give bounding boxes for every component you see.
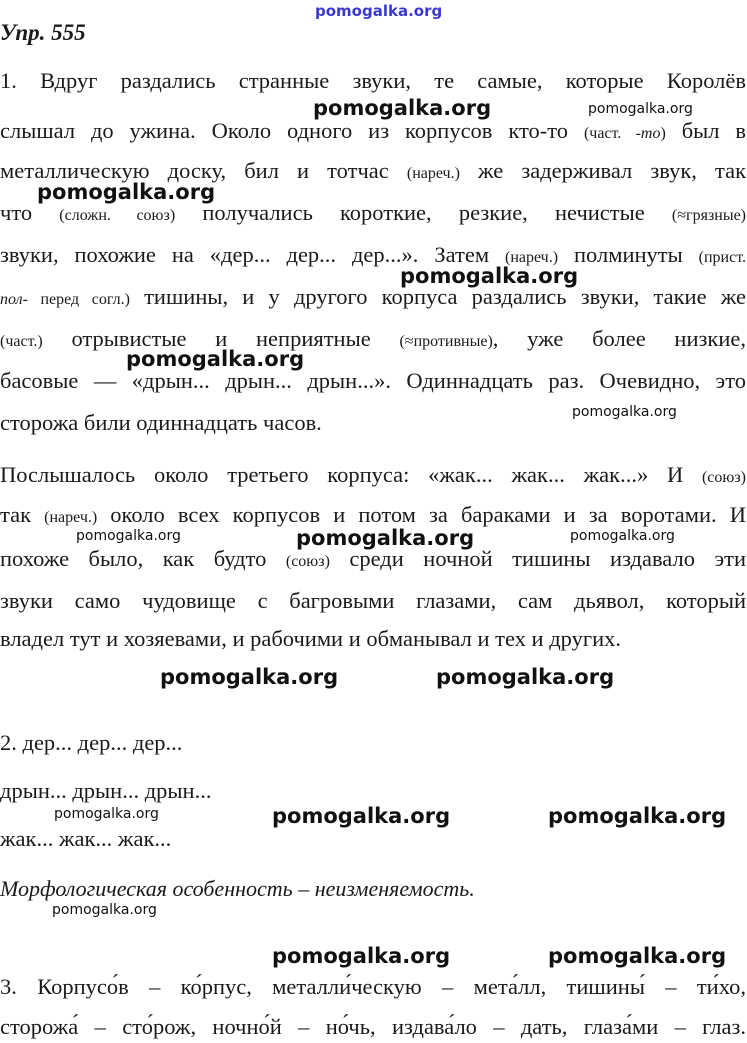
text-line: так (нареч.) около всех корпусов и потом за бараками и за воротами. И — [0, 502, 746, 527]
text-line: сторожа́ – сто́рож, ночно́й – но́чь, издава́ло – дать, глаза́ми – глаз. — [0, 1014, 746, 1039]
watermark: pomogalka.org — [296, 526, 475, 550]
watermark: pomogalka.org — [315, 2, 443, 20]
watermark: pomogalka.org — [37, 180, 216, 204]
watermark: pomogalka.org — [54, 806, 159, 822]
text-line: 3. Корпусо́в – ко́рпус, металли́ческую – мета́лл, тишины́ – ти́хо, — [0, 974, 746, 999]
text-line: 2. дер... дер... дер... — [0, 730, 183, 755]
watermark: pomogalka.org — [570, 528, 675, 544]
text-line: Послышалось около третьего корпуса: «жак... жак... жак...» И (союз) — [0, 462, 746, 487]
text-line: жак... жак... жак... — [0, 826, 172, 851]
text-line: металлическую доску, бил и тотчас (нареч.) же задерживал звук, так — [0, 158, 747, 183]
watermark: pomogalka.org — [572, 404, 677, 420]
watermark: pomogalka.org — [548, 944, 727, 968]
watermark: pomogalka.org — [400, 264, 579, 288]
exercise-title: Упр. 555 — [0, 20, 86, 45]
morphology-note: Морфологическая особенность – неизменяемость. — [0, 876, 475, 901]
text-line: владел тут и хозяевами, и рабочими и обманывал и тех и других. — [0, 626, 621, 651]
text-line: сторожа били одиннадцать часов. — [0, 410, 322, 435]
text-line: (част.) отрывистые и неприятные (≈противные), уже более низкие, — [0, 326, 746, 351]
text-line: похоже было, как будто (союз) среди ночной тишины издавало эти — [0, 546, 746, 571]
text-line: басовые — «дрын... дрын... дрын...». Одиннадцать раз. Очевидно, это — [0, 368, 746, 393]
watermark: pomogalka.org — [548, 804, 727, 828]
text-line: слышал до ужина. Около одного из корпусов кто-то (част. -то) был в — [0, 118, 747, 143]
text-line: пол- перед согл.) тишины, и у другого корпуса раздались звуки, такие же — [0, 284, 746, 309]
watermark: pomogalka.org — [52, 902, 157, 918]
watermark: pomogalka.org — [588, 101, 693, 117]
watermark: pomogalka.org — [126, 347, 305, 371]
text-line: звуки само чудовище с багровыми глазами, сам дьявол, который — [0, 588, 746, 613]
text-line: звуки, похожие на «дер... дер... дер...». Затем (нареч.) полминуты (прист. — [0, 242, 746, 267]
text-line: дрын... дрын... дрын... — [0, 778, 212, 803]
watermark: pomogalka.org — [76, 528, 181, 544]
watermark: pomogalka.org — [272, 804, 451, 828]
text-line: 1. Вдруг раздались странные звуки, те самые, которые Королёв — [0, 68, 746, 93]
watermark: pomogalka.org — [160, 665, 339, 689]
watermark: pomogalka.org — [272, 944, 451, 968]
text-line: что (сложн. союз) получались короткие, резкие, нечистые (≈грязные) — [0, 200, 746, 225]
watermark: pomogalka.org — [436, 665, 615, 689]
watermark: pomogalka.org — [313, 96, 492, 120]
